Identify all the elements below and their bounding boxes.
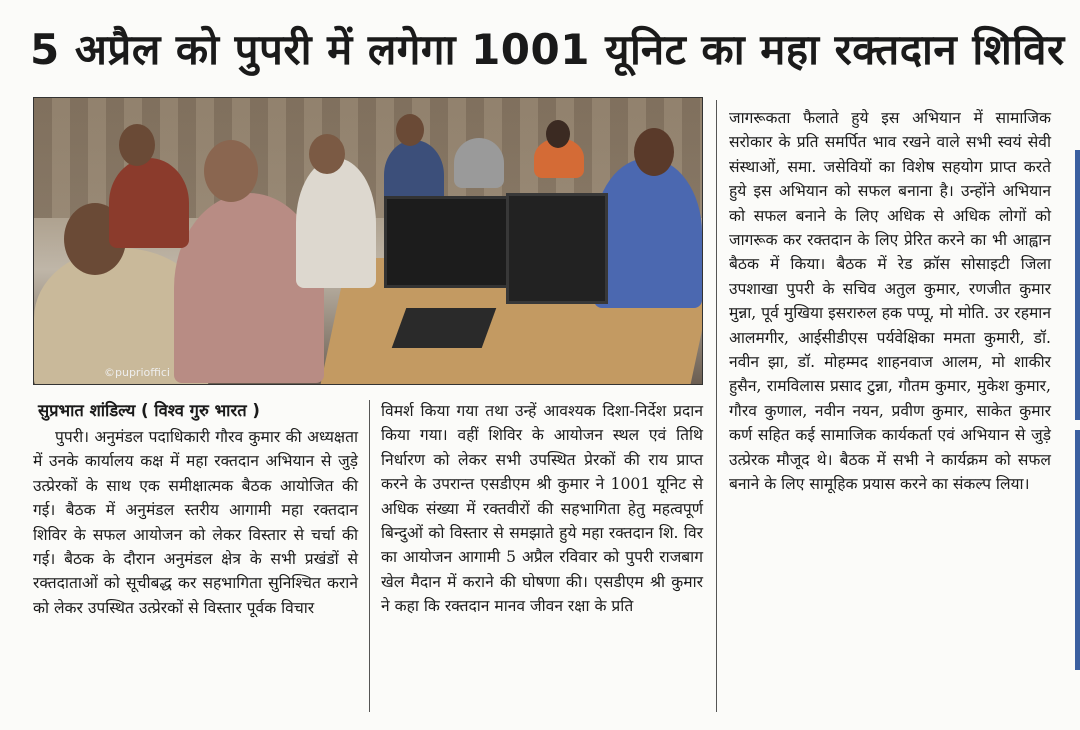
photo-monitor (384, 196, 510, 288)
photo-person-head (396, 114, 424, 146)
article-column-1: पुपरी। अनुमंडल पदाधिकारी गौरव कुमार की अध्यक्षता में उनके कार्यालय कक्ष में महा रक्तदान अभियान से जुड़े उत्प्रेरकों के साथ एक समीक्षात्मक बैठक आयोजित की गई। बैठक में अनुमंडल स्तरीय आगामी महा रक्तदान शिविर के सफल आयोजन को लेकर विस्तार से चर्चा की गई। बैठक के दौरान अनुमंडल क्षेत्र के सभी प्रखंडों से रक्तदाताओं को सूचीबद्ध कर सहभागिता सुनिश्चित कराने को लेकर उपस्थित उत्प्रेरकों से विस्तार पूर्वक विचार (33, 428, 358, 617)
photo-person-head (309, 134, 345, 174)
page-edge-mark (1075, 430, 1080, 670)
photo-person-head (119, 124, 155, 166)
byline: सुप्रभात शांडिल्य ( विश्व गुरु भारत ) (38, 401, 260, 420)
page-edge-mark (1075, 150, 1080, 420)
photo-person-head (634, 128, 674, 176)
photo-monitor (506, 193, 608, 304)
photo-person (454, 138, 504, 188)
photo-person (296, 158, 376, 288)
photo-watermark: ©puprioffici (104, 366, 170, 379)
meeting-photo (33, 97, 703, 385)
photo-person (594, 158, 702, 308)
article-column-3: जागरूकता फैलाते हुये इस अभियान में सामाजिक सरोकार के प्रति समर्पित भाव रखने वाले सभी स्वयं सेवी संस्थाओं, समा. जसेवियों का विशेष सहयोग प्राप्त करते हुये इस अभियान को सफल बनाना है। उन्होंने अभियान को सफल बनाने के लिए अधिक से अधिक लोगों को जागरूक कर रक्तदान के लिए प्रेरित करने का भी आह्वान बैठक में किया। बैठक में रेड क्रॉस सोसाइटी जिला उपशाखा पुपरी के सचिव अतुल कुमार, रणजीत कुमार मुन्ना, पूर्व मुखिया इसरारुल हक पप्पू, मो मोति. उर रहमान आलमगीर, आईसीडीएस पर्यवेक्षिका ममता कुमारी, डॉ. नवीन झा, डॉ. मोहम्मद शाहनवाज आलम, मो शाकीर हुसैन, रामविलास प्रसाद टुन्ना, गौतम कुमार, मुकेश कुमार, गौरव कुणाल, नवीन नयन, प्रवीण कुमार, साकेत कुमार कर्ण सहित कई सामाजिक कार्यकर्ता एवं अभियान से जुड़े उत्प्रेरक मौजूद थे। बैठक में सभी ने कार्यक्रम को सफल बनाने के लिए सामूहिक प्रयास करने का संकल्प लिया। (729, 109, 1051, 494)
photo-keyboard (392, 308, 497, 348)
column-divider (369, 400, 370, 712)
article-column-2: विमर्श किया गया तथा उन्हें आवश्यक दिशा-निर्देश प्रदान किया गया। वहीं शिविर के आयोजन स्थल एवं तिथि निर्धारण को लेकर सभी उपस्थित प्रेरकों की राय प्राप्त करने के उपरान्त एसडीएम श्री कुमार ने 1001 यूनिट से अधिक संख्या में रक्तवीरों की सहभागिता हेतु महत्वपूर्ण बिन्दुओं को विस्तार से समझाते हुये महा रक्तदान शि. विर का आयोजन आगामी 5 अप्रैल रविवार को पुपरी राजबाग खेल मैदान में कराने की घोषणा की। एसडीएम श्री कुमार ने कहा कि रक्तदान मानव जीवन रक्षा के प्रति (381, 402, 703, 616)
column-divider (716, 100, 717, 712)
photo-person-head (204, 140, 258, 202)
photo-person (109, 158, 189, 248)
photo-person-head (546, 120, 570, 148)
headline: 5 अप्रैल को पुपरी में लगेगा 1001 यूनिट का महा रक्तदान शिविर (30, 25, 1065, 74)
